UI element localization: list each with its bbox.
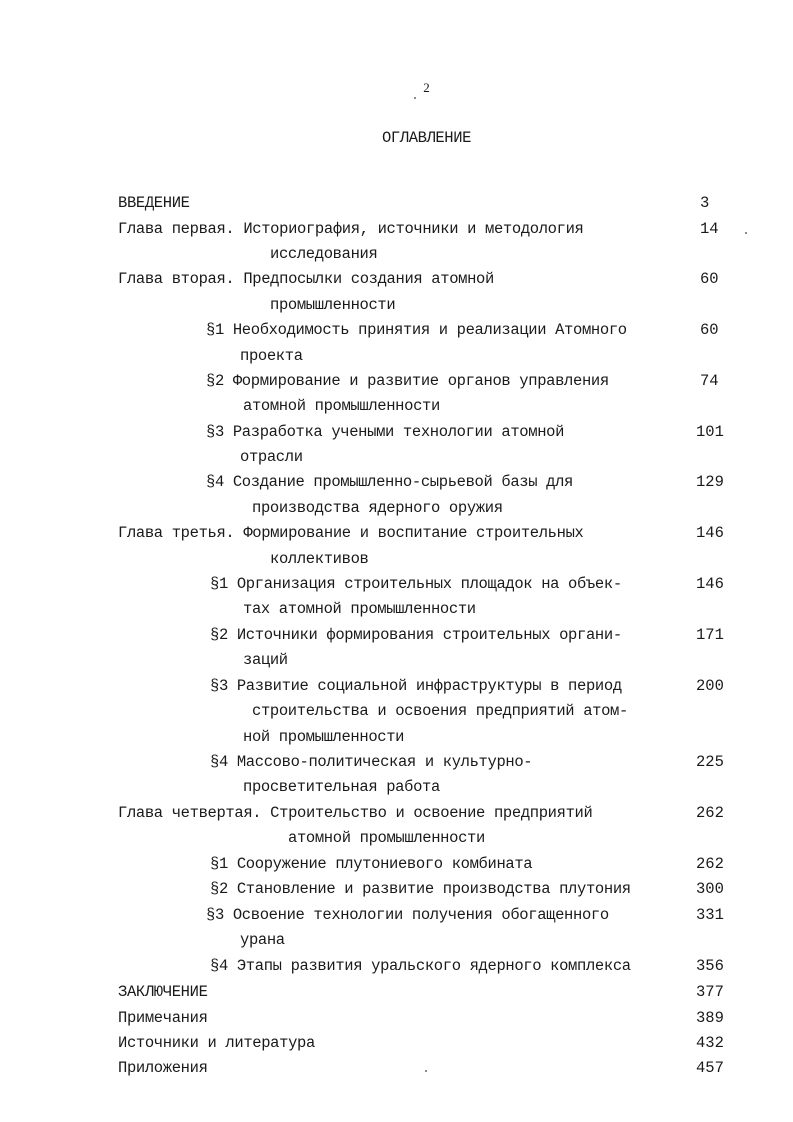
toc-section-cont: ной промышленности [243, 728, 405, 746]
toc-section-cont: просветительная работа [243, 778, 440, 796]
toc-section: §4 Массово-политическая и культурно- [210, 753, 533, 771]
toc-section: §3 Освоение технологии получения обогащенного [206, 906, 609, 924]
toc-page-number: 389 [696, 1009, 724, 1027]
toc-section: §4 Создание промышленно-сырьевой базы для [206, 473, 574, 491]
toc-entry-appendices: Приложения [118, 1059, 208, 1077]
toc-page-number: 146 [696, 524, 724, 542]
toc-section: §3 Разработка учеными технологии атомной [206, 423, 565, 441]
toc-page-number: 171 [696, 626, 724, 644]
toc-page-number: 3 [700, 194, 710, 212]
toc-section: §1 Сооружение плутониевого комбината [210, 855, 533, 873]
toc-page-number: 74 [700, 372, 719, 390]
toc-entry-conclusion: ЗАКЛЮЧЕНИЕ [118, 983, 208, 1001]
toc-chapter-2-title-cont: промышленности [270, 296, 396, 314]
toc-page-number: 457 [696, 1059, 724, 1077]
toc-page-number: 14 [700, 220, 719, 238]
scan-speck [425, 1070, 427, 1072]
toc-section: §4 Этапы развития уральского ядерного комплекса [210, 957, 631, 975]
toc-page-number: 262 [696, 855, 724, 873]
page-number: 2 [423, 80, 430, 95]
toc-page-number: 262 [696, 804, 724, 822]
toc-section-cont: тах атомной промышленности [243, 600, 476, 618]
toc-section: §2 Становление и развитие производства плутония [210, 880, 631, 898]
scan-speck [745, 232, 747, 234]
toc-chapter-1-title: Глава первая. Историография, источники и методология [118, 220, 584, 238]
toc-section: §1 Необходимость принятия и реализации Атомного [206, 321, 627, 339]
toc-page-number: 356 [696, 957, 724, 975]
toc-page-number: 200 [696, 677, 724, 695]
toc-page-number: 60 [700, 270, 719, 288]
toc-page-number: 101 [696, 423, 724, 441]
toc-section-cont: отрасли [240, 448, 303, 466]
toc-chapter-2-title: Глава вторая. Предпосылки создания атомной [118, 270, 494, 288]
toc-page-number: 377 [696, 983, 724, 1001]
toc-page-number: 225 [696, 753, 724, 771]
toc-chapter-4-title: Глава четвертая. Строительство и освоение предприятий [118, 804, 593, 822]
toc-section: §2 Источники формирования строительных органи- [210, 626, 622, 644]
toc-section-cont: атомной промышленности [243, 397, 440, 415]
toc-chapter-3-title-cont: коллективов [270, 550, 369, 568]
page-title: ОГЛАВЛЕНИЕ [381, 129, 471, 147]
toc-entry-notes: Примечания [118, 1009, 208, 1027]
toc-entry-intro: ВВЕДЕНИЕ [118, 194, 190, 212]
toc-section: §3 Развитие социальной инфраструктуры в период [210, 677, 622, 695]
toc-section: §1 Организация строительных площадок на объек- [210, 575, 622, 593]
toc-section: §2 Формирование и развитие органов управления [206, 372, 609, 390]
toc-chapter-1-title-cont: исследования [270, 245, 378, 263]
toc-page-number: 300 [696, 880, 724, 898]
toc-page-number: 129 [696, 473, 724, 491]
toc-page-number: 331 [696, 906, 724, 924]
toc-section-cont: проекта [240, 347, 303, 365]
toc-chapter-4-title-cont: атомной промышленности [288, 829, 485, 847]
scan-speck [414, 97, 416, 99]
toc-page-number: 146 [696, 575, 724, 593]
toc-page-number: 432 [696, 1034, 724, 1052]
toc-section-cont: урана [240, 931, 285, 949]
toc-section-cont: производства ядерного оружия [252, 499, 503, 517]
toc-page-number: 60 [700, 321, 719, 339]
toc-section-cont: заций [243, 651, 288, 669]
toc-chapter-3-title: Глава третья. Формирование и воспитание строительных [118, 524, 584, 542]
toc-section-cont: строительства и освоения предприятий атом- [252, 702, 628, 720]
toc-entry-sources: Источники и литература [118, 1034, 315, 1052]
